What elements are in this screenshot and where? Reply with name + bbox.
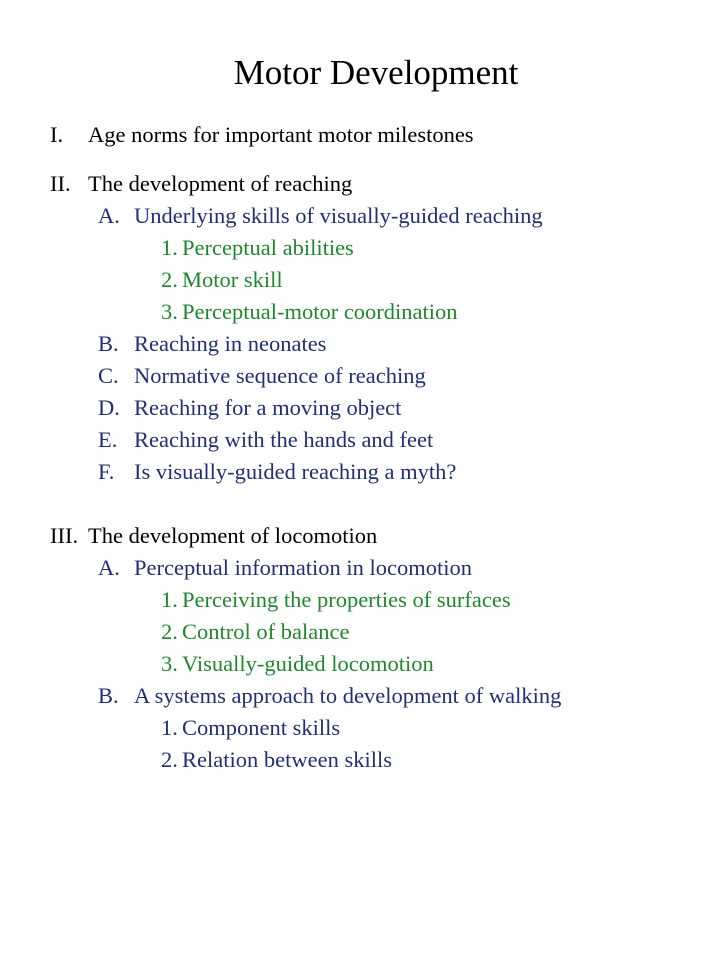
outline-text: Reaching with the hands and feet (134, 427, 434, 452)
outline-text: Visually-guided locomotion (182, 651, 434, 676)
outline-digit: 2. (161, 267, 178, 292)
outline-number: II. (50, 171, 71, 196)
outline-letter: A. (98, 203, 120, 228)
outline-letter: F. (98, 459, 115, 484)
outline-letter: E. (98, 427, 118, 452)
outline-text: Reaching in neonates (134, 331, 327, 356)
outline-digit: 3. (161, 651, 178, 676)
page-title: Motor Development (233, 53, 519, 92)
outline-text: The development of reaching (88, 171, 353, 196)
outline-text: Perceptual abilities (182, 235, 354, 260)
outline-text: Perceptual-motor coordination (182, 299, 458, 324)
outline-number: III. (50, 523, 79, 548)
outline-digit: 1. (161, 587, 178, 612)
outline-text: Normative sequence of reaching (134, 363, 426, 388)
outline-digit: 2. (161, 747, 178, 772)
outline-text: A systems approach to development of walking (134, 683, 562, 708)
outline-text: Control of balance (182, 619, 350, 644)
outline-text: Age norms for important motor milestones (88, 122, 474, 147)
outline-letter: C. (98, 363, 119, 388)
outline-letter: B. (98, 683, 119, 708)
outline-digit: 3. (161, 299, 178, 324)
outline-text: Relation between skills (182, 747, 392, 772)
outline-text: Perceptual information in locomotion (134, 555, 473, 580)
outline-number: I. (50, 122, 64, 147)
outline-text: Is visually-guided reaching a myth? (134, 459, 457, 484)
outline-text: Perceiving the properties of surfaces (182, 587, 511, 612)
outline-letter: D. (98, 395, 120, 420)
outline-text: Motor skill (182, 267, 283, 292)
outline-text: The development of locomotion (88, 523, 378, 548)
outline-digit: 1. (161, 715, 178, 740)
outline-digit: 2. (161, 619, 178, 644)
outline-text: Reaching for a moving object (134, 395, 402, 420)
outline-text: Component skills (182, 715, 341, 740)
outline-text: Underlying skills of visually-guided reaching (134, 203, 543, 228)
outline-digit: 1. (161, 235, 178, 260)
outline-letter: A. (98, 555, 120, 580)
outline-letter: B. (98, 331, 119, 356)
